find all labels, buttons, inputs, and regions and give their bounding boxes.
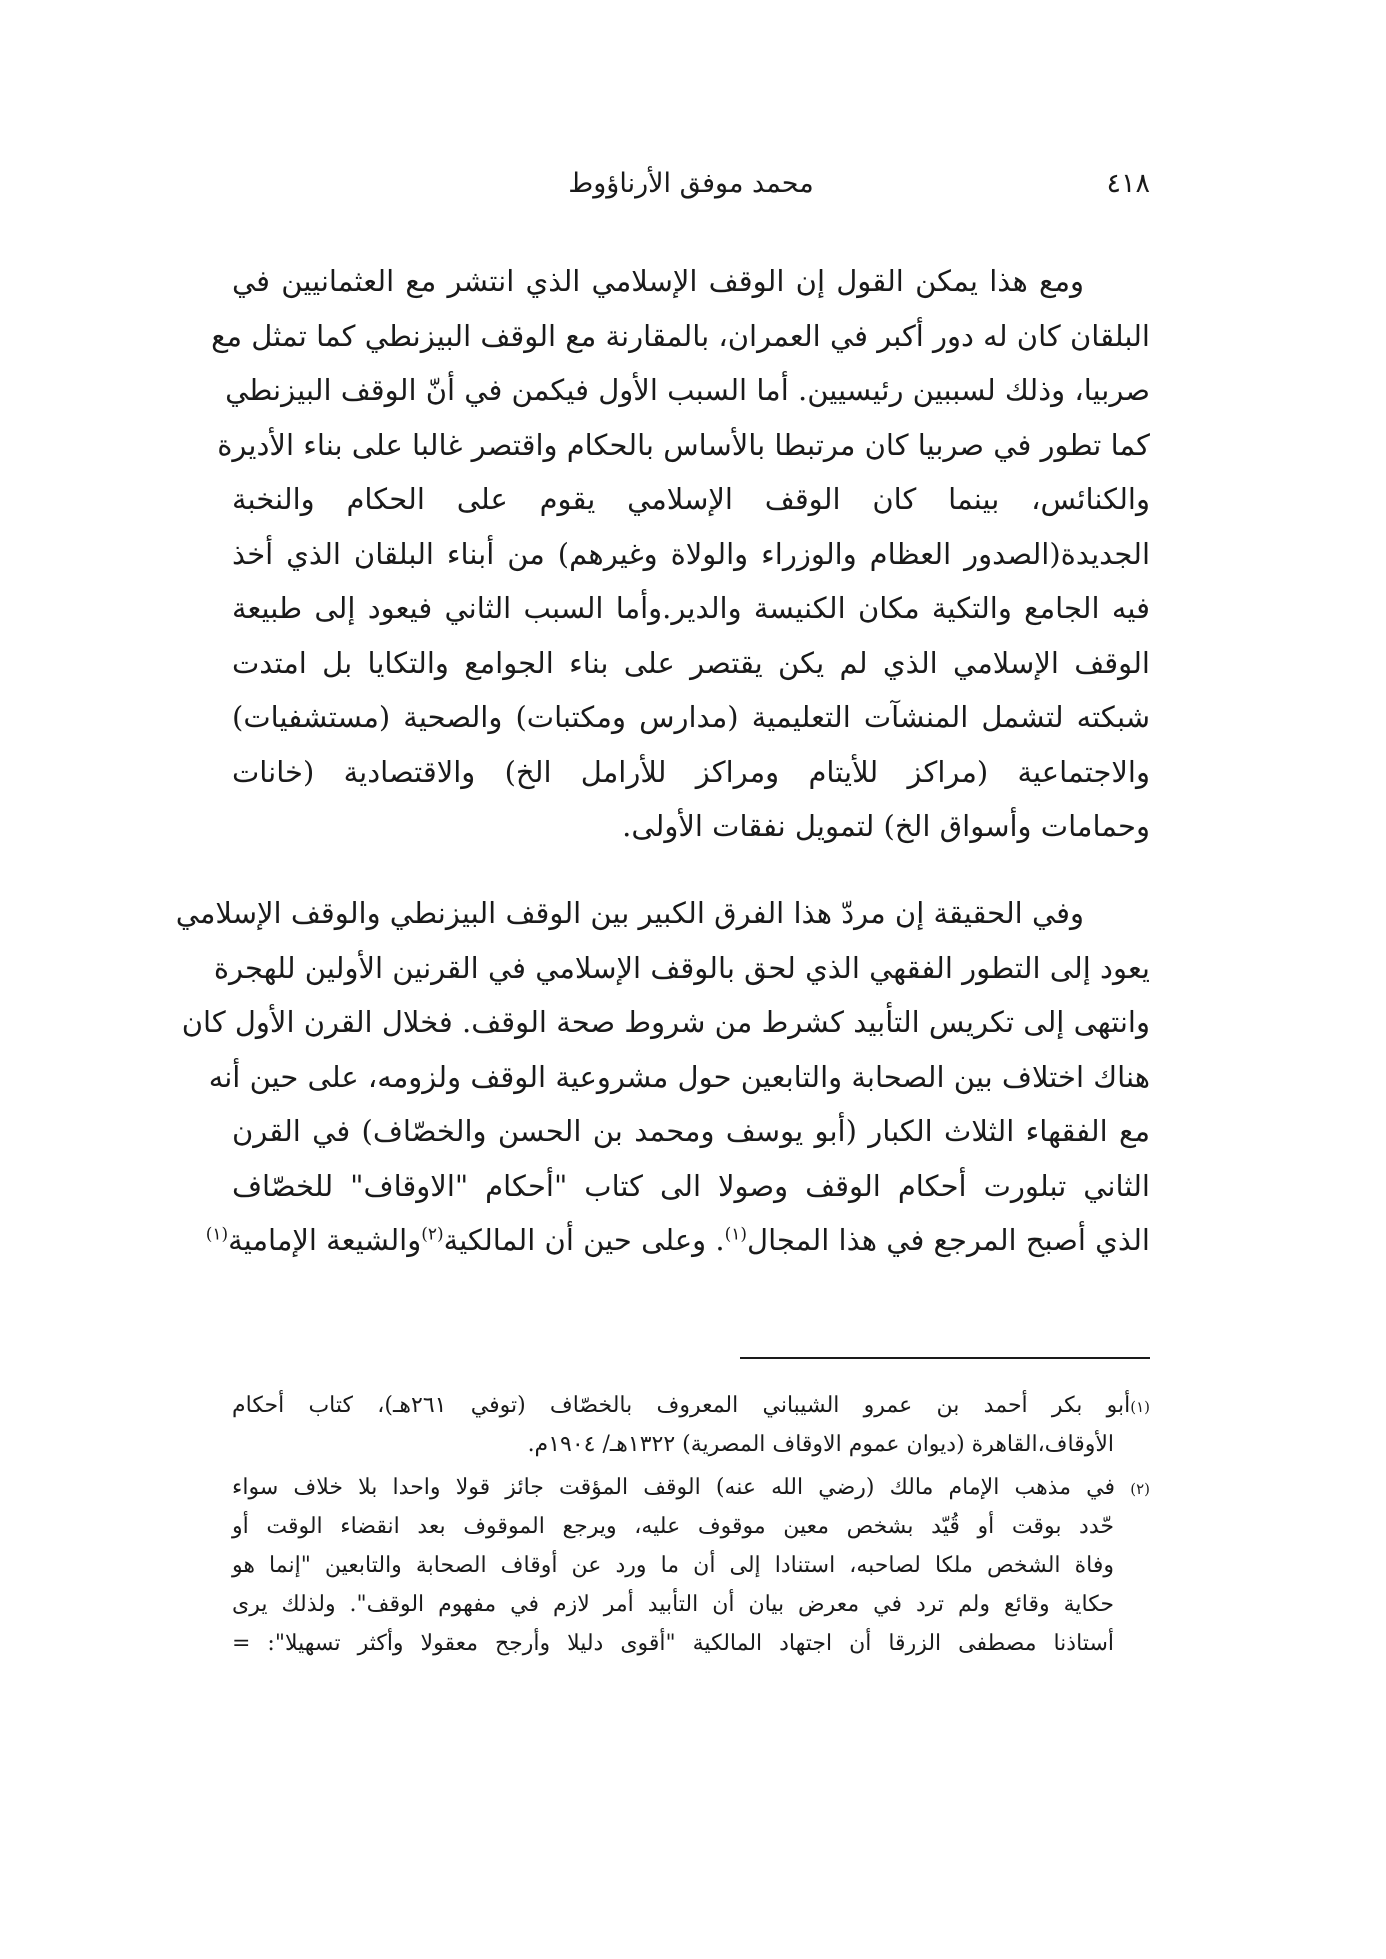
text-line: الجديدة(الصدور العظام والوزراء والولاة وغيرهم) من أبناء البلقان الذي أخذ [232, 536, 1150, 571]
footnote-line: حكاية وقائع ولم ترد في معرض بيان أن التأبيد أمر لازم في مفهوم الوقف". ولذلك يرى [232, 1592, 1114, 1617]
text-line: الوقف الإسلامي الذي لم يكن يقتصر على بناء الجوامع والتكايا بل امتدت [232, 645, 1150, 680]
text-segment: الذي أصبح المرجع في هذا المجال [747, 1223, 1150, 1257]
text-segment: . وعلى حين أن المالكية [443, 1223, 725, 1257]
text-line: والكنائس، بينما كان الوقف الإسلامي يقوم على الحكام والنخبة [232, 482, 1150, 516]
footnote-1 [232, 1386, 1150, 1464]
text-line: فيه الجامع والتكية مكان الكنيسة والدير.وأما السبب الثاني فيعود إلى طبيعة [232, 591, 1150, 625]
footnote-text: أبو بكر أحمد بن عمرو الشيباني المعروف بالخصّاف (توفي ٢٦١هـ)، كتاب أحكام [232, 1393, 1131, 1418]
footnote-ref-1[interactable]: (١) [724, 1224, 748, 1245]
footnote-ref-3[interactable]: (١) [205, 1224, 229, 1245]
paragraph-1 [211, 254, 1150, 854]
text-line: مع الفقهاء الثلاث الكبار (أبو يوسف ومحمد بن الحسن والخصّاف) في القرن [232, 1114, 1150, 1148]
page-number: ٤١٨ [1106, 168, 1150, 199]
text-line: ومع هذا يمكن القول إن الوقف الإسلامي الذي انتشر مع العثمانيين في [232, 264, 1084, 298]
footnote-text: في مذهب الإمام مالك (رضي الله عنه) الوقف المؤقت جائز قولا واحدا بلا خلاف سواء [232, 1475, 1116, 1500]
footnote-line: وفاة الشخص ملكا لصاحبه، استنادا إلى أن ما ورد عن أوقاف الصحابة والتابعين "إنما هو [232, 1553, 1114, 1578]
footnote-line [232, 1386, 1150, 1425]
text-line: وفي الحقيقة إن مردّ هذا الفرق الكبير بين الوقف البيزنطي والوقف الإسلامي [175, 896, 1084, 930]
text-line: وحمامات وأسواق الخ) لتمويل نفقات الأولى. [622, 809, 1150, 843]
text-line: صربيا، وذلك لسببين رئيسيين. أما السبب الأول فيكمن في أنّ الوقف البيزنطي [225, 373, 1150, 407]
footnotes [232, 1386, 1150, 1667]
text-line: الثاني تبلورت أحكام الوقف وصولا الى كتاب "أحكام "الاوقاف" للخصّاف [232, 1168, 1150, 1203]
footnote-line: حّدد بوقت أو قُيّد بشخص معين موقوف عليه، ويرجع الموقوف بعد انقضاء الوقت أو [232, 1514, 1114, 1539]
running-head-author: محمد موفق الأرناؤوط [568, 168, 814, 199]
text-line: والاجتماعية (مراكز للأيتام ومراكز للأرامل الخ) والاقتصادية (خانات [232, 754, 1150, 789]
footnote-marker: (١) [1130, 1398, 1150, 1416]
text-line: يعود إلى التطور الفقهي الذي لحق بالوقف الإسلامي في القرنين الأولين للهجرة [213, 950, 1150, 985]
text-segment: والشيعة الإمامية [228, 1223, 422, 1257]
text-line: البلقان كان له دور أكبر في العمران، بالمقارنة مع الوقف البيزنطي كما تمثل مع [211, 318, 1150, 353]
footnote-2 [232, 1468, 1150, 1663]
footnote-line: الأوقاف،القاهرة (ديوان عموم الاوقاف المصرية) ١٣٢٢هـ/ ١٩٠٤م. [527, 1432, 1114, 1457]
page-header [232, 168, 1150, 208]
paragraph-2 [175, 886, 1150, 1268]
text-line: وانتهى إلى تكريس التأبيد كشرط من شروط صحة الوقف. فخلال القرن الأول كان [181, 1005, 1150, 1039]
footnote-marker: (٢) [1130, 1480, 1150, 1498]
text-line-with-footnote-refs [205, 1213, 1150, 1268]
text-line: كما تطور في صربيا كان مرتبطا بالأساس بالحكام واقتصر غالبا على بناء الأديرة [217, 427, 1150, 462]
footnote-line: أستاذنا مصطفى الزرقا أن اجتهاد المالكية "أقوى دليلا وأرجح معقولا وأكثر تسهيلا": = [232, 1631, 1114, 1656]
footnote-ref-2[interactable]: (٢) [421, 1224, 444, 1245]
footnote-separator [740, 1357, 1150, 1359]
footnote-line [232, 1468, 1150, 1507]
text-line: شبكته لتشمل المنشآت التعليمية (مدارس ومكتبات) والصحية (مستشفيات) [232, 700, 1150, 734]
text-line: هناك اختلاف بين الصحابة والتابعين حول مشروعية الوقف ولزومه، على حين أنه [208, 1059, 1150, 1094]
